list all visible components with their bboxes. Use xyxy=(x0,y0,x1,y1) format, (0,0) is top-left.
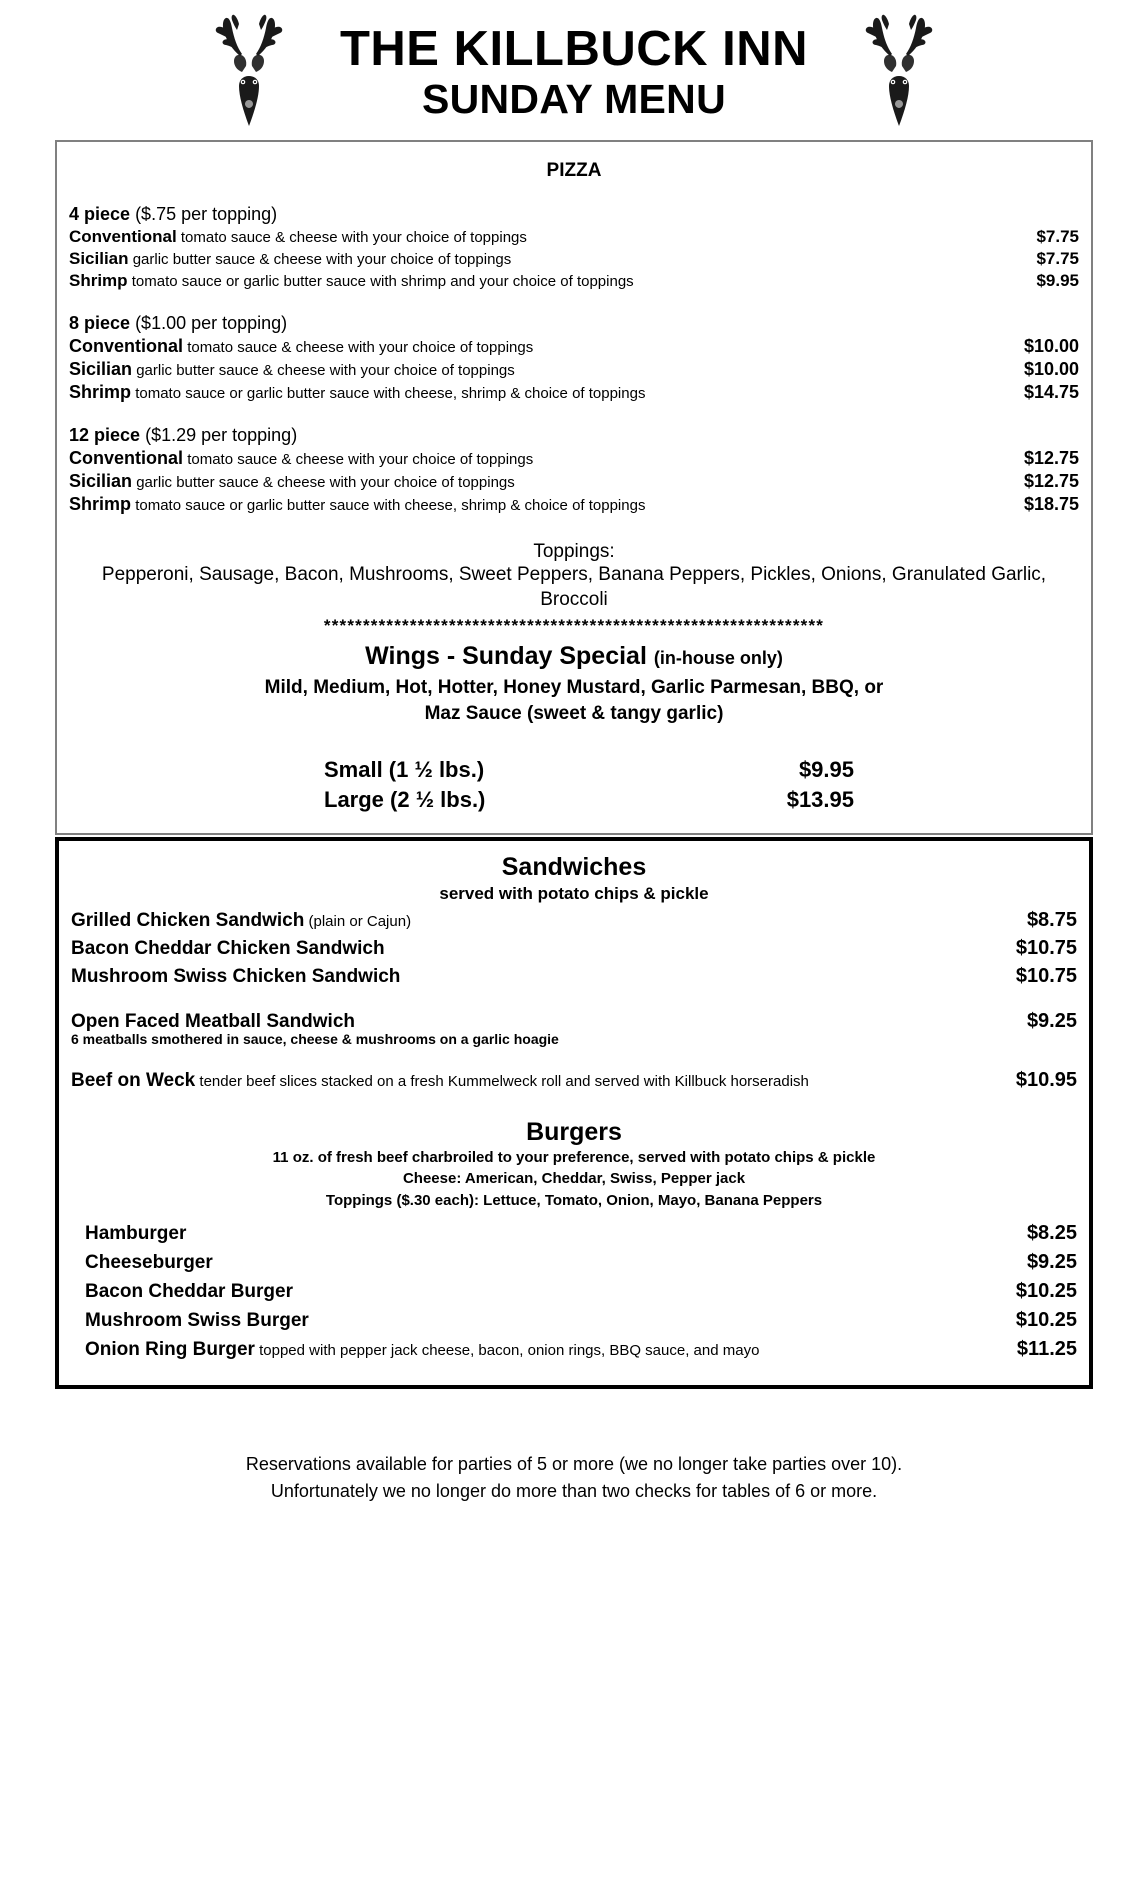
burgers-list xyxy=(71,1222,1077,1361)
item-price: $10.00 xyxy=(1023,336,1079,356)
item-name: Onion Ring Burger xyxy=(85,1338,255,1360)
menu-item-row xyxy=(69,249,1079,269)
item-price: $9.25 xyxy=(1026,1250,1077,1273)
menu-footer xyxy=(0,1451,1148,1505)
menu-item-row xyxy=(71,1222,1077,1245)
menu-item-row xyxy=(69,382,1079,403)
footer-line-1: Reservations available for parties of 5 or more (we no longer take parties over 10). xyxy=(245,1453,903,1474)
pizza-toppings-list: Pepperoni, Sausage, Bacon, Mushrooms, Sweet Peppers, Banana Peppers, Pickles, Onions, Granulated Garlic, Broccoli xyxy=(101,564,1047,610)
item-name: Sicilian xyxy=(69,471,133,491)
wings-flavors-line-1: Mild, Medium, Hot, Hotter, Honey Mustard, Garlic Parmesan, BBQ, or xyxy=(264,677,884,699)
menu-item-row xyxy=(71,1338,1077,1361)
menu-item-row xyxy=(69,271,1079,291)
deer-head-antlers-icon-right xyxy=(856,14,942,132)
item-price: $11.25 xyxy=(1016,1337,1077,1360)
pizza-per-topping-price: ($1.29 per topping) xyxy=(145,425,298,445)
item-name: Open Faced Meatball Sandwich xyxy=(71,1010,356,1032)
item-price: $9.95 xyxy=(1036,271,1079,290)
item-price: $12.75 xyxy=(1023,471,1079,491)
item-description: topped with pepper jack cheese, bacon, onion rings, BBQ sauce, and mayo xyxy=(259,1341,760,1359)
wings-size-label: Large (2 ½ lbs.) xyxy=(324,786,486,812)
menu-item-row xyxy=(69,494,1079,515)
pizza-section-title: PIZZA xyxy=(546,160,602,181)
wings-flavors xyxy=(69,675,1079,726)
footer-line-2: Unfortunately we no longer do more than two checks for tables of 6 or more. xyxy=(270,1480,878,1501)
item-price: $8.75 xyxy=(1026,908,1077,931)
item-price: $18.75 xyxy=(1023,494,1079,514)
item-name: Mushroom Swiss Burger xyxy=(85,1309,309,1331)
pizza-size-heading xyxy=(69,313,1079,334)
wings-title-note: (in-house only) xyxy=(653,648,783,669)
wings-price-list xyxy=(294,757,854,813)
restaurant-name: THE KILLBUCK INN xyxy=(339,22,809,77)
menu-item-row xyxy=(69,359,1079,380)
burgers-note-line-1: 11 oz. of fresh beef charbroiled to your preference, served with potato chips & pickle xyxy=(272,1148,876,1166)
menu-item-row xyxy=(71,937,1077,960)
item-description: tomato sauce & cheese with your choice of toppings xyxy=(180,229,527,246)
pizza-per-topping-price: ($1.00 per topping) xyxy=(135,313,288,333)
sandwiches-section-title: Sandwiches xyxy=(501,852,647,881)
wings-size-label: Small (1 ½ lbs.) xyxy=(324,756,485,782)
pizza-toppings-label: Toppings: xyxy=(533,541,615,562)
item-price: $10.75 xyxy=(1015,936,1077,959)
item-name: Bacon Cheddar Chicken Sandwich xyxy=(71,937,385,959)
menu-item-row xyxy=(69,336,1079,357)
item-name: Conventional xyxy=(69,448,184,468)
item-price: $8.25 xyxy=(1026,1221,1077,1244)
item-description: tomato sauce & cheese with your choice of toppings xyxy=(187,339,534,356)
pizza-size-label: 8 piece xyxy=(69,313,131,333)
item-price: $10.25 xyxy=(1015,1308,1077,1331)
sandwiches-burgers-panel xyxy=(55,837,1093,1389)
item-price: $12.75 xyxy=(1023,448,1079,468)
menu-item-row xyxy=(71,965,1077,988)
item-description: garlic butter sauce & cheese with your choice of toppings xyxy=(136,474,515,491)
deer-head-antlers-icon-left xyxy=(206,14,292,132)
item-description: 6 meatballs smothered in sauce, cheese & mushrooms on a garlic hoagie xyxy=(71,1030,559,1047)
item-name: Sicilian xyxy=(69,359,133,379)
item-description: tender beef slices stacked on a fresh Kummelweck roll and served with Killbuck horseradish xyxy=(199,1072,809,1090)
item-name: Conventional xyxy=(69,227,177,246)
item-price: $7.75 xyxy=(1036,249,1079,268)
item-description: tomato sauce & cheese with your choice of toppings xyxy=(187,451,534,468)
burgers-note xyxy=(71,1147,1077,1212)
item-price: $9.25 xyxy=(1026,1009,1077,1032)
item-name: Bacon Cheddar Burger xyxy=(85,1280,293,1302)
pizza-size-label: 12 piece xyxy=(69,425,141,445)
pizza-size-group-12-piece xyxy=(69,425,1079,515)
pizza-panel xyxy=(55,140,1093,835)
pizza-size-heading xyxy=(69,204,1079,225)
title-block xyxy=(339,22,809,123)
pizza-size-group-4-piece xyxy=(69,204,1079,291)
menu-item-row xyxy=(71,1280,1077,1303)
wings-size-row xyxy=(294,787,854,813)
item-name: Hamburger xyxy=(85,1222,187,1244)
wings-size-price: $9.95 xyxy=(798,756,854,782)
item-price: $10.75 xyxy=(1015,964,1077,987)
sandwiches-list xyxy=(71,909,1077,1092)
item-description: (plain or Cajun) xyxy=(308,912,412,930)
pizza-size-heading xyxy=(69,425,1079,446)
section-divider: **************************************************************** xyxy=(323,616,825,636)
item-description: tomato sauce or garlic butter sauce with cheese, shrimp & choice of toppings xyxy=(135,385,646,402)
menu-item-row xyxy=(71,1251,1077,1274)
burgers-note-line-2: Cheese: American, Cheddar, Swiss, Pepper jack xyxy=(402,1170,746,1188)
item-price: $14.75 xyxy=(1023,382,1079,402)
menu-item-row xyxy=(71,1069,1077,1092)
menu-item-row xyxy=(71,1309,1077,1332)
item-description: tomato sauce or garlic butter sauce with shrimp and your choice of toppings xyxy=(131,273,634,290)
item-name: Conventional xyxy=(69,336,184,356)
menu-header xyxy=(0,0,1148,140)
item-name: Shrimp xyxy=(69,271,128,290)
item-description: tomato sauce or garlic butter sauce with cheese, shrimp & choice of toppings xyxy=(135,497,646,514)
burgers-note-line-3: Toppings ($.30 each): Lettuce, Tomato, Onion, Mayo, Banana Peppers xyxy=(325,1192,823,1210)
item-price: $7.75 xyxy=(1036,227,1079,246)
menu-item-row xyxy=(71,1010,1077,1033)
menu-subtitle: SUNDAY MENU xyxy=(421,76,727,123)
item-name: Shrimp xyxy=(69,382,132,402)
pizza-per-topping-price: ($.75 per topping) xyxy=(135,204,278,224)
item-name: Cheeseburger xyxy=(85,1251,213,1273)
item-price: $10.00 xyxy=(1023,359,1079,379)
item-price: $10.25 xyxy=(1015,1279,1077,1302)
pizza-size-label: 4 piece xyxy=(69,204,131,224)
wings-size-row xyxy=(294,757,854,783)
item-name: Sicilian xyxy=(69,249,129,268)
item-name: Mushroom Swiss Chicken Sandwich xyxy=(71,965,401,987)
menu-item-row xyxy=(69,448,1079,469)
wings-title-text: Wings - Sunday Special xyxy=(365,642,647,671)
menu-item-row xyxy=(69,227,1079,247)
item-description: garlic butter sauce & cheese with your choice of toppings xyxy=(136,362,515,379)
item-name: Shrimp xyxy=(69,494,132,514)
burgers-section-title: Burgers xyxy=(526,1117,622,1146)
wings-flavors-line-2: Maz Sauce (sweet & tangy garlic) xyxy=(424,703,724,725)
menu-item-row xyxy=(69,471,1079,492)
item-name: Grilled Chicken Sandwich xyxy=(71,909,305,931)
menu-item-row xyxy=(71,909,1077,932)
sandwiches-section-subtitle: served with potato chips & pickle xyxy=(439,883,709,903)
item-price: $10.95 xyxy=(1015,1068,1077,1091)
pizza-size-group-8-piece xyxy=(69,313,1079,403)
wings-section-title xyxy=(69,642,1079,671)
item-description: garlic butter sauce & cheese with your choice of toppings xyxy=(132,251,512,268)
wings-size-price: $13.95 xyxy=(786,786,854,812)
item-name: Beef on Weck xyxy=(71,1069,196,1091)
